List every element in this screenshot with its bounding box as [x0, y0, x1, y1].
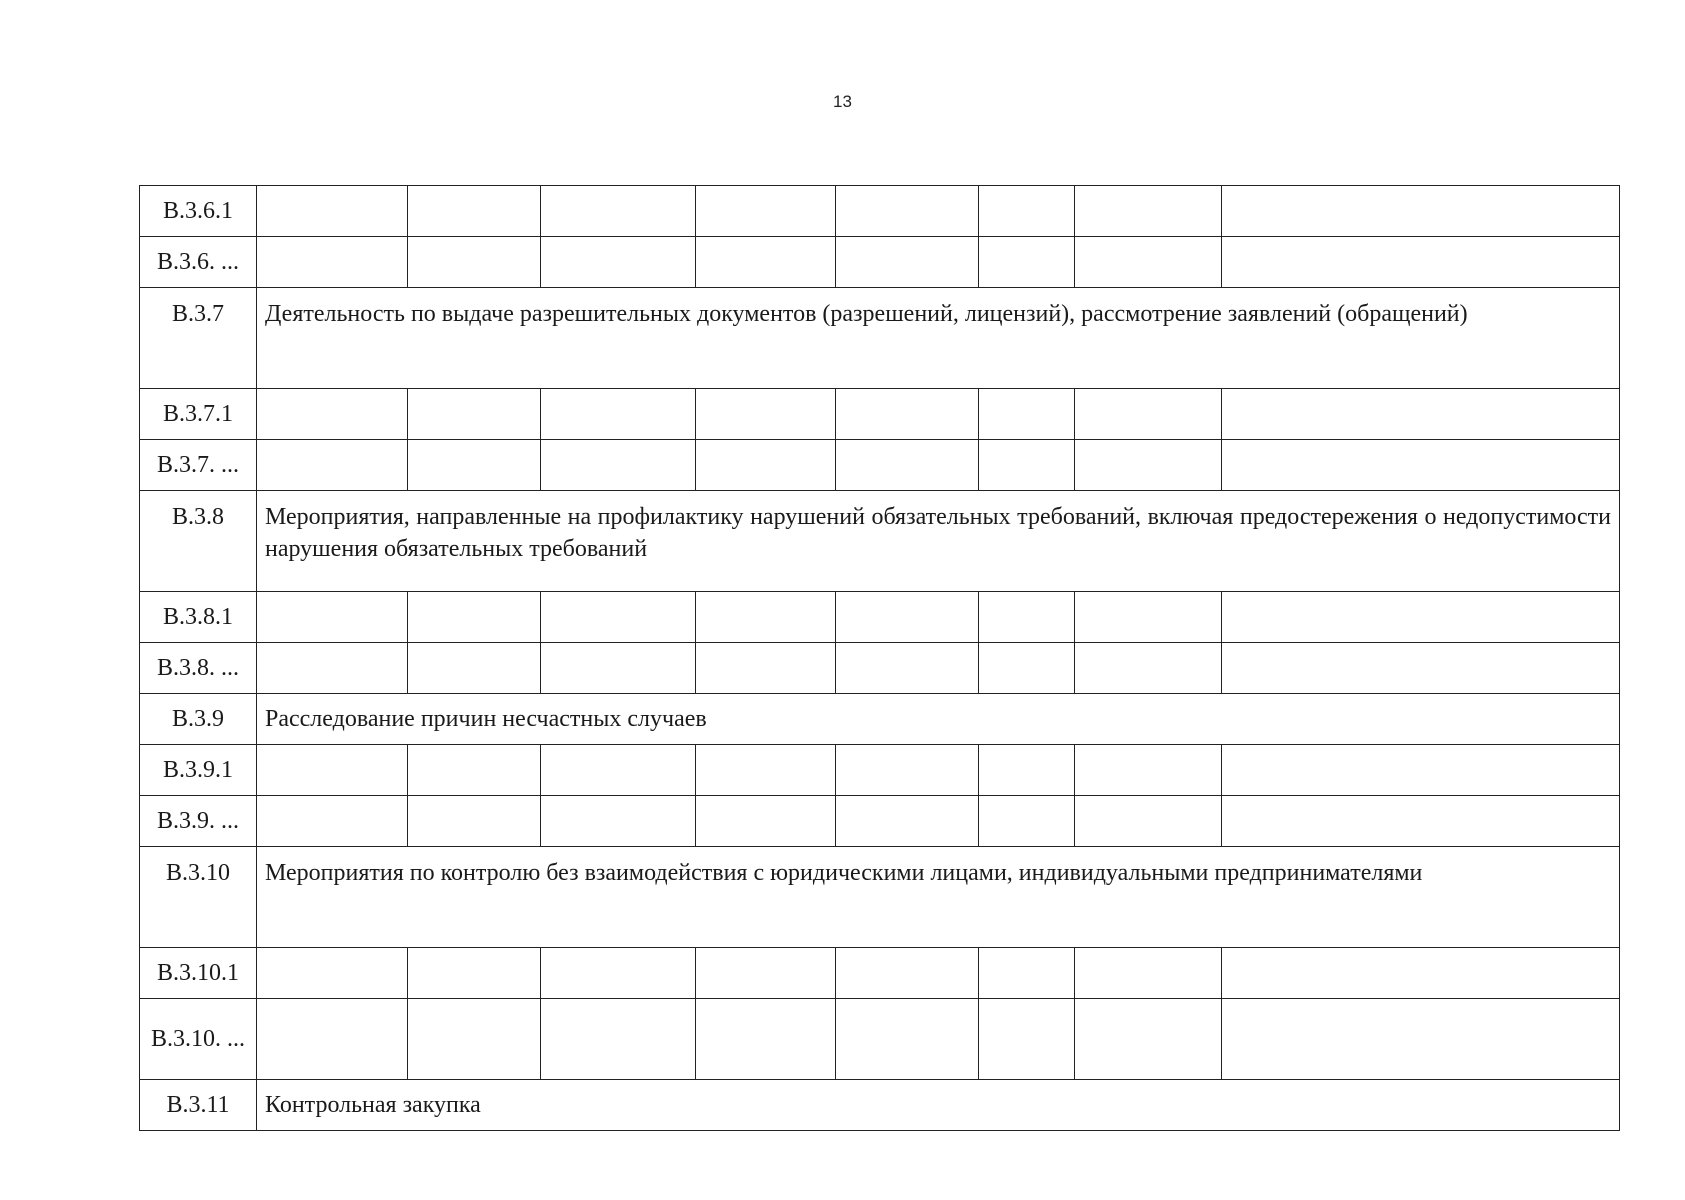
table-cell	[836, 592, 979, 643]
section-row	[140, 1080, 1620, 1131]
table-cell	[979, 186, 1075, 237]
table-cell	[541, 745, 696, 796]
table-cell	[979, 643, 1075, 694]
section-row	[140, 847, 1620, 948]
table-cell	[1075, 999, 1222, 1080]
table-cell	[1222, 592, 1620, 643]
table-cell	[979, 440, 1075, 491]
table-row	[140, 592, 1620, 643]
table-cell	[257, 592, 408, 643]
table-row	[140, 186, 1620, 237]
table-cell	[696, 796, 836, 847]
table-cell	[408, 389, 541, 440]
table-cell	[1075, 186, 1222, 237]
section-row	[140, 491, 1620, 592]
table-cell	[1075, 237, 1222, 288]
table-cell	[408, 796, 541, 847]
table-row	[140, 745, 1620, 796]
section-title: Мероприятия, направленные на профилактику нарушений обязательных требований, включая предостережения о недопустимости нарушения обязательных требований	[257, 491, 1620, 592]
table-row	[140, 237, 1620, 288]
table-cell	[1075, 643, 1222, 694]
table-row	[140, 643, 1620, 694]
table-cell	[696, 643, 836, 694]
section-row	[140, 694, 1620, 745]
table-cell	[541, 948, 696, 999]
table-cell	[696, 948, 836, 999]
table-cell	[1075, 592, 1222, 643]
table-cell	[1222, 186, 1620, 237]
table-row	[140, 796, 1620, 847]
row-code: В.3.6.1	[140, 186, 257, 237]
section-row	[140, 288, 1620, 389]
table-cell	[541, 237, 696, 288]
row-code: В.3.7. ...	[140, 440, 257, 491]
table-cell	[1222, 440, 1620, 491]
table-row	[140, 440, 1620, 491]
section-code: В.3.8	[140, 491, 257, 592]
table-cell	[541, 592, 696, 643]
table-cell	[541, 796, 696, 847]
table-cell	[257, 948, 408, 999]
section-code: В.3.7	[140, 288, 257, 389]
section-title: Деятельность по выдаче разрешительных документов (разрешений, лицензий), рассмотрение заявлений (обращений)	[257, 288, 1620, 389]
form-table	[139, 185, 1620, 1131]
table-cell	[836, 389, 979, 440]
table-cell	[257, 643, 408, 694]
page-number: 13	[833, 92, 852, 111]
table-cell	[1075, 948, 1222, 999]
table-row	[140, 948, 1620, 999]
table-cell	[1222, 999, 1620, 1080]
table-cell	[696, 745, 836, 796]
table-cell	[696, 440, 836, 491]
table-cell	[1222, 948, 1620, 999]
section-code: В.3.11	[140, 1080, 257, 1131]
table-cell	[979, 389, 1075, 440]
table-cell	[541, 186, 696, 237]
table-cell	[257, 186, 408, 237]
table-cell	[257, 440, 408, 491]
table-cell	[979, 592, 1075, 643]
table-cell	[408, 999, 541, 1080]
table-cell	[979, 796, 1075, 847]
table-cell	[408, 440, 541, 491]
table-cell	[1075, 389, 1222, 440]
section-title: Контрольная закупка	[257, 1080, 1620, 1131]
table-cell	[408, 186, 541, 237]
table-cell	[541, 389, 696, 440]
table-cell	[696, 999, 836, 1080]
row-code: В.3.10.1	[140, 948, 257, 999]
table-cell	[836, 948, 979, 999]
section-title: Мероприятия по контролю без взаимодействия с юридическими лицами, индивидуальными предпринимателями	[257, 847, 1620, 948]
table-cell	[836, 237, 979, 288]
table-cell	[1075, 440, 1222, 491]
table-cell	[979, 948, 1075, 999]
table-cell	[836, 999, 979, 1080]
row-code: В.3.7.1	[140, 389, 257, 440]
table-cell	[1222, 796, 1620, 847]
table-cell	[1222, 745, 1620, 796]
table-cell	[836, 440, 979, 491]
table-cell	[979, 999, 1075, 1080]
table-cell	[1075, 796, 1222, 847]
table-cell	[696, 592, 836, 643]
table-cell	[1222, 643, 1620, 694]
table-cell	[408, 745, 541, 796]
table-cell	[408, 592, 541, 643]
section-title: Расследование причин несчастных случаев	[257, 694, 1620, 745]
row-code: В.3.10. ...	[140, 999, 257, 1080]
table-cell	[408, 643, 541, 694]
table-cell	[541, 999, 696, 1080]
table-cell	[836, 796, 979, 847]
table-cell	[257, 389, 408, 440]
table-row	[140, 999, 1620, 1080]
row-code: В.3.9.1	[140, 745, 257, 796]
table-cell	[257, 237, 408, 288]
table-cell	[541, 643, 696, 694]
row-code: В.3.6. ...	[140, 237, 257, 288]
table-cell	[979, 745, 1075, 796]
table-cell	[836, 186, 979, 237]
table-cell	[836, 745, 979, 796]
table-cell	[696, 237, 836, 288]
table-cell	[408, 948, 541, 999]
table-row	[140, 389, 1620, 440]
table-cell	[1075, 745, 1222, 796]
table-cell	[1222, 389, 1620, 440]
row-code: В.3.8.1	[140, 592, 257, 643]
table-cell	[979, 237, 1075, 288]
table-cell	[257, 999, 408, 1080]
table-cell	[541, 440, 696, 491]
table-cell	[257, 796, 408, 847]
table-cell	[696, 389, 836, 440]
table-cell	[257, 745, 408, 796]
table-cell	[836, 643, 979, 694]
table-cell	[1222, 237, 1620, 288]
table-cell	[696, 186, 836, 237]
section-code: В.3.9	[140, 694, 257, 745]
table-cell	[408, 237, 541, 288]
row-code: В.3.9. ...	[140, 796, 257, 847]
section-code: В.3.10	[140, 847, 257, 948]
row-code: В.3.8. ...	[140, 643, 257, 694]
